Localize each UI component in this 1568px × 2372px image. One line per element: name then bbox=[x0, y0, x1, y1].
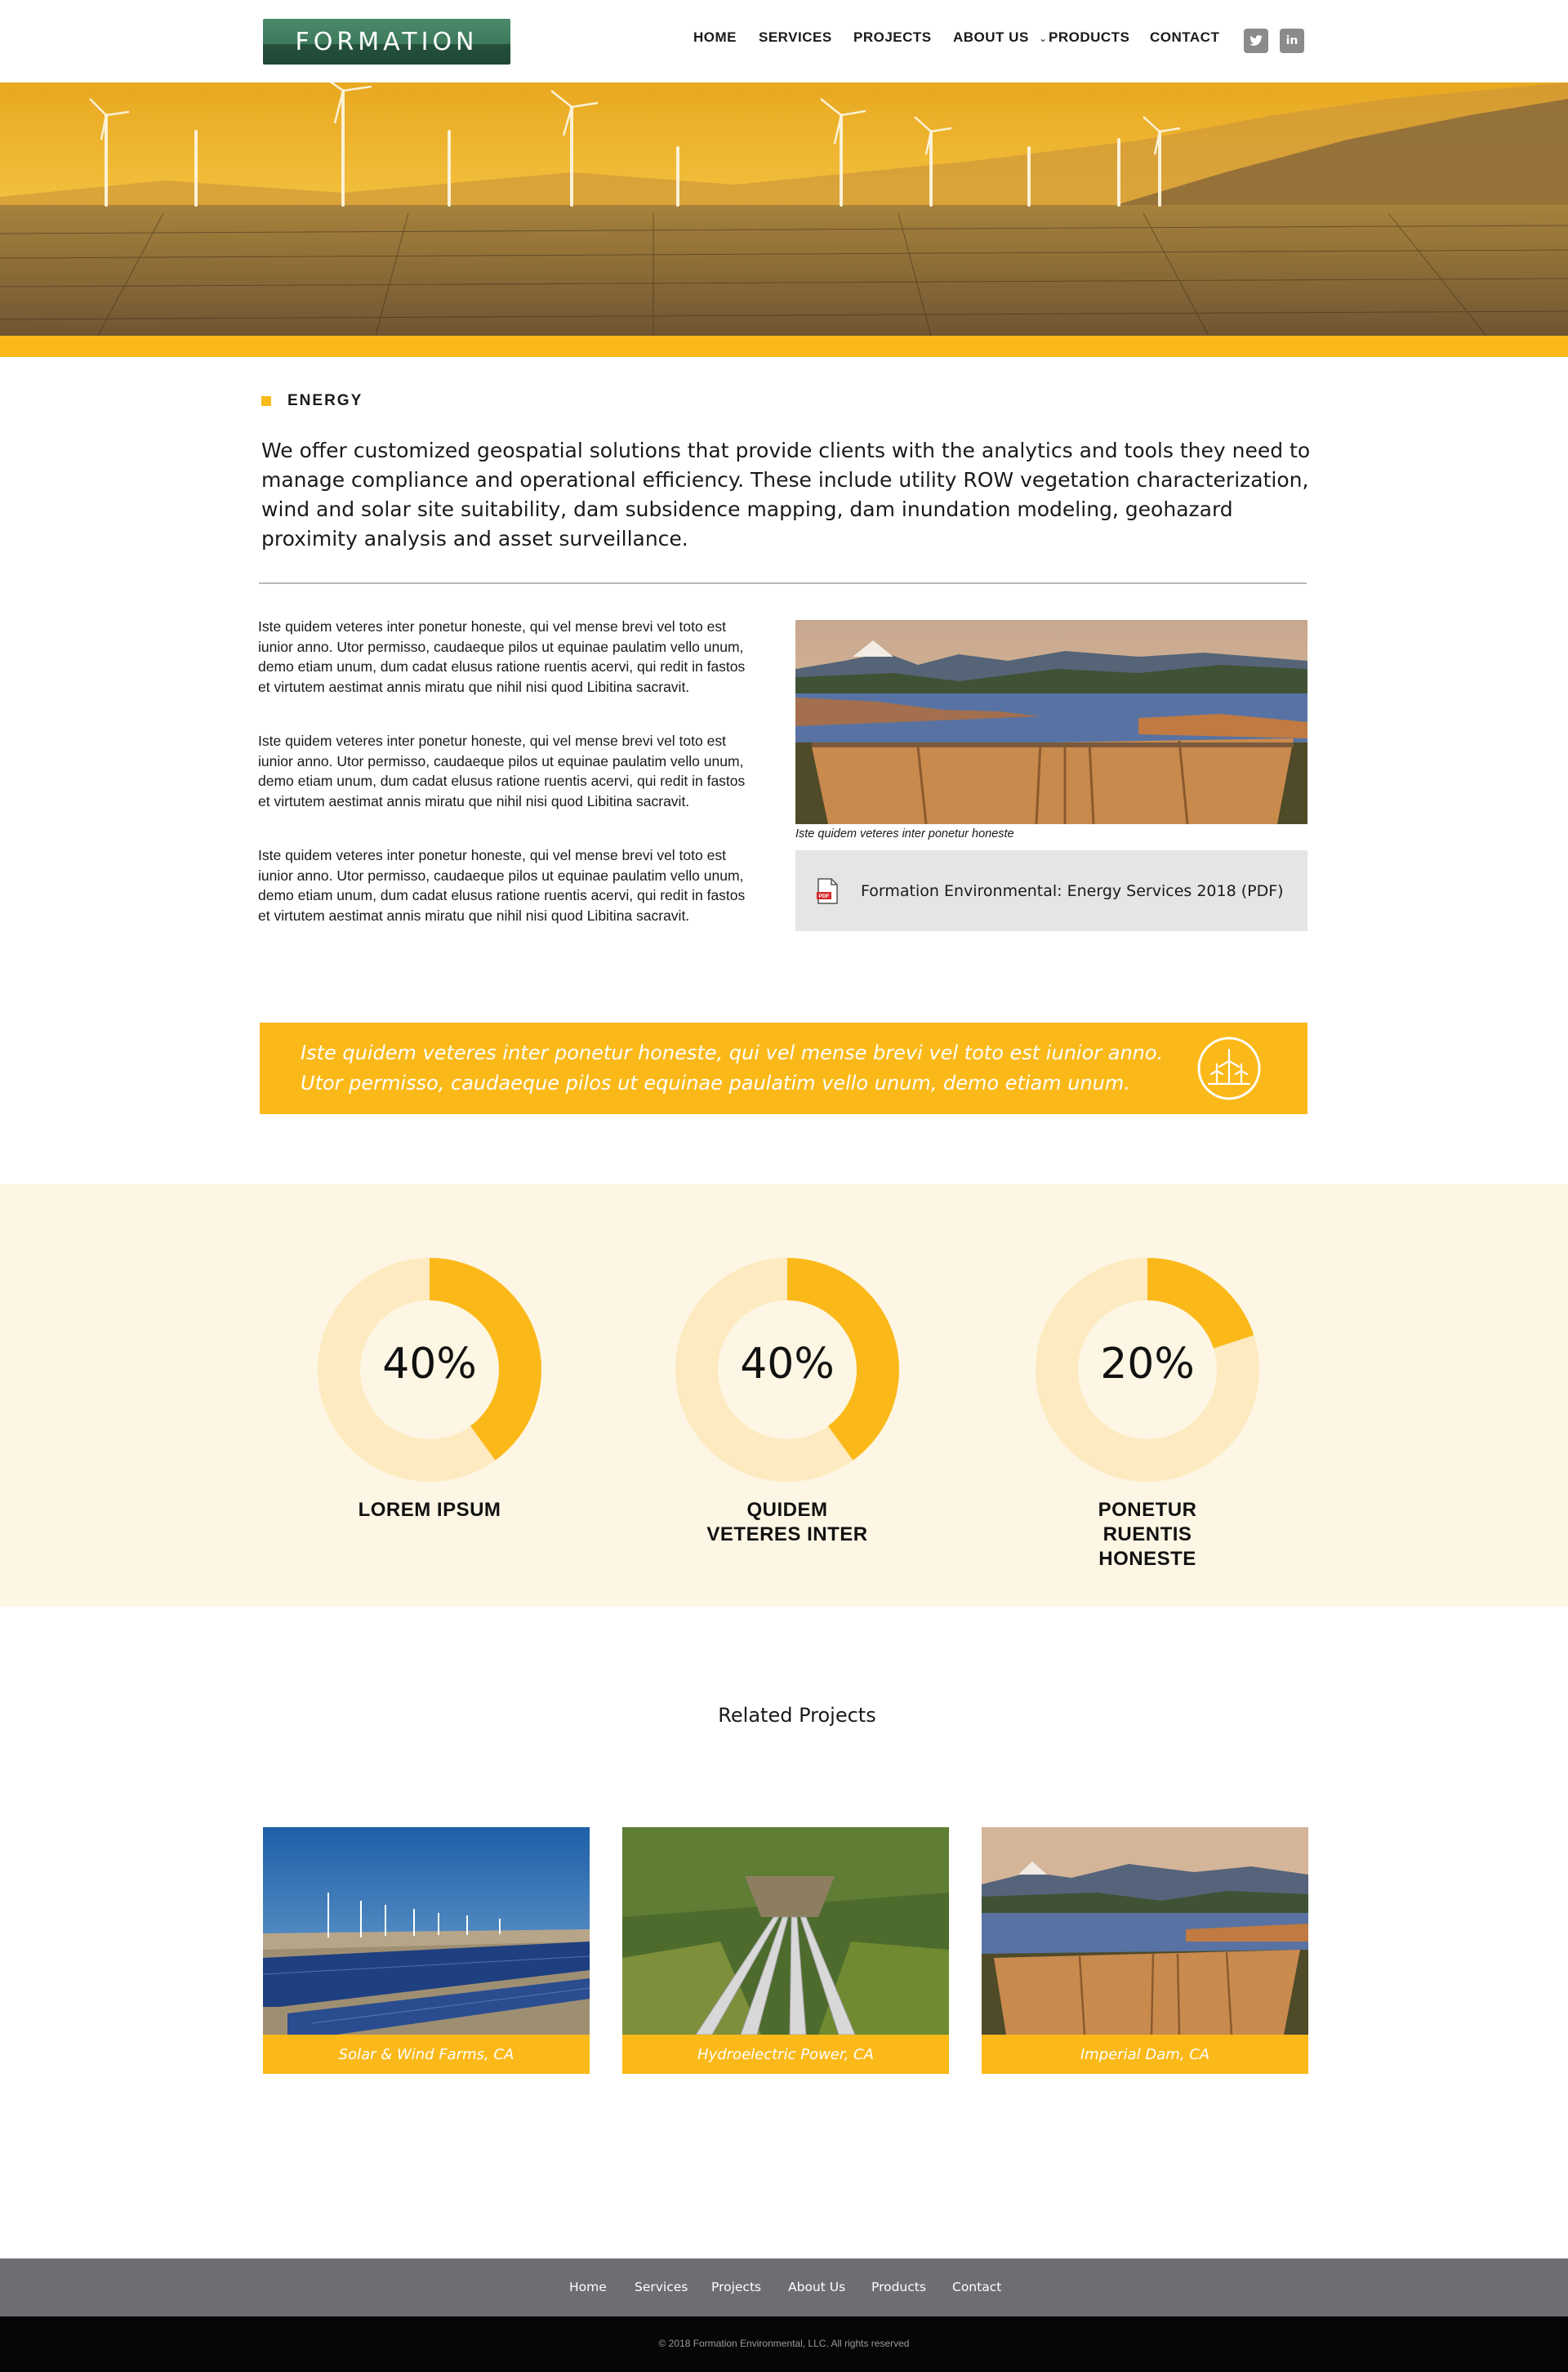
pdf-file-icon bbox=[817, 878, 838, 904]
related-projects-title: Related Projects bbox=[718, 1704, 876, 1727]
stat-item bbox=[984, 1258, 1311, 1572]
pdf-link-label: Formation Environmental: Energy Services 2018 (PDF) bbox=[861, 881, 1284, 900]
stat-item bbox=[266, 1258, 593, 1523]
stat-value: 40% bbox=[740, 1340, 835, 1389]
image-caption: Iste quidem veteres inter ponetur honeste bbox=[795, 827, 1014, 840]
project-image bbox=[982, 1827, 1308, 2035]
nav-services[interactable]: SERVICES bbox=[759, 29, 832, 45]
footer-link-contact[interactable]: Contact bbox=[952, 2280, 1002, 2294]
section-label bbox=[261, 392, 363, 410]
project-card-label: Hydroelectric Power, CA bbox=[622, 2035, 949, 2074]
logo-text: FORMATION bbox=[295, 27, 479, 56]
divider bbox=[259, 582, 1307, 584]
quote-text: Iste quidem veteres inter ponetur honeste, qui vel mense brevi vel toto est iunior anno. Utor permisso, caudaeque pilos ut equinae paulatim vello unum, demo etiam unum. bbox=[301, 1041, 1164, 1095]
stat-item bbox=[624, 1258, 951, 1547]
stat-label: QUIDEM VETERES INTER bbox=[706, 1499, 868, 1545]
chevron-down-icon[interactable]: ⌄ bbox=[1039, 33, 1048, 44]
project-card-label: Solar & Wind Farms, CA bbox=[263, 2035, 590, 2074]
svg-text:PDF: PDF bbox=[818, 893, 830, 899]
project-card-imperial-dam[interactable] bbox=[982, 1827, 1308, 2074]
dam-image bbox=[795, 620, 1307, 824]
nav-home[interactable]: HOME bbox=[693, 29, 737, 45]
footer-link-products[interactable]: Products bbox=[871, 2280, 926, 2294]
project-card-solar-wind[interactable] bbox=[263, 1827, 590, 2074]
label-square-icon bbox=[261, 396, 271, 406]
wind-turbine-icon bbox=[1197, 1037, 1261, 1100]
footer-nav bbox=[0, 2258, 1568, 2316]
stats-section bbox=[0, 1184, 1568, 1607]
donut-segment bbox=[1147, 1258, 1254, 1349]
footer-link-projects[interactable]: Projects bbox=[711, 2280, 762, 2294]
intro-text: We offer customized geospatial solutions that provide clients with the analytics and tools they need to manage compliance and operational efficiency. These include utility ROW vegetation characterization, wind and solar site suitability, dam subsidence mapping, dam inundation modeling, geohazard proximity analysis and asset surveillance. bbox=[261, 439, 1311, 551]
nav-projects[interactable]: PROJECTS bbox=[853, 29, 932, 45]
twitter-icon[interactable] bbox=[1244, 29, 1268, 53]
stat-value: 20% bbox=[1100, 1340, 1195, 1389]
section-title: ENERGY bbox=[287, 392, 363, 409]
nav-contact[interactable]: CONTACT bbox=[1150, 29, 1220, 45]
stat-value: 40% bbox=[382, 1340, 477, 1389]
project-image bbox=[622, 1827, 949, 2035]
site-logo[interactable] bbox=[263, 19, 510, 65]
paragraph: Iste quidem veteres inter ponetur honeste, qui vel mense brevi vel toto est iunior anno. Utor permisso, caudaeque pilos ut equinae paulatim vello unum, demo etiam unum, dum cadat elusus ratione ruentis acervi, qui redit in fastos et virtutem aestimat annis miratu que nihil nisi quod Libitina sacravit. bbox=[258, 618, 746, 695]
site-header bbox=[0, 0, 1568, 82]
stat-label: PONETUR RUENTIS HONESTE bbox=[1098, 1499, 1197, 1570]
project-card-label: Imperial Dam, CA bbox=[982, 2035, 1308, 2074]
hero-accent-bar bbox=[0, 336, 1568, 357]
paragraph: Iste quidem veteres inter ponetur honeste, qui vel mense brevi vel toto est iunior anno. Utor permisso, caudaeque pilos ut equinae paulatim vello unum, demo etiam unum, dum cadat elusus ratione ruentis acervi, qui redit in fastos et virtutem aestimat annis miratu que nihil nisi quod Libitina sacravit. bbox=[258, 847, 746, 924]
project-image bbox=[263, 1827, 590, 2035]
linkedin-icon[interactable]: in bbox=[1280, 29, 1304, 53]
quote-banner bbox=[260, 1023, 1307, 1114]
pdf-download-link[interactable] bbox=[795, 850, 1307, 931]
footer-link-about-us[interactable]: About Us bbox=[788, 2280, 846, 2294]
footer-bottom bbox=[0, 2316, 1568, 2372]
body-paragraphs bbox=[258, 617, 758, 960]
footer-link-home[interactable]: Home bbox=[569, 2280, 607, 2294]
paragraph: Iste quidem veteres inter ponetur honeste, qui vel mense brevi vel toto est iunior anno. Utor permisso, caudaeque pilos ut equinae paulatim vello unum, demo etiam unum, dum cadat elusus ratione ruentis acervi, qui redit in fastos et virtutem aestimat annis miratu que nihil nisi quod Libitina sacravit. bbox=[258, 733, 746, 809]
nav-about-us[interactable]: ABOUT US bbox=[953, 29, 1029, 45]
hero-image bbox=[0, 82, 1568, 336]
nav-products[interactable]: PRODUCTS bbox=[1049, 29, 1130, 45]
copyright-text: © 2018 Formation Environmental, LLC. All rights reserved bbox=[658, 2338, 910, 2349]
project-card-hydroelectric[interactable] bbox=[622, 1827, 949, 2074]
footer-link-services[interactable]: Services bbox=[635, 2280, 688, 2294]
stat-label: LOREM IPSUM bbox=[358, 1499, 501, 1521]
